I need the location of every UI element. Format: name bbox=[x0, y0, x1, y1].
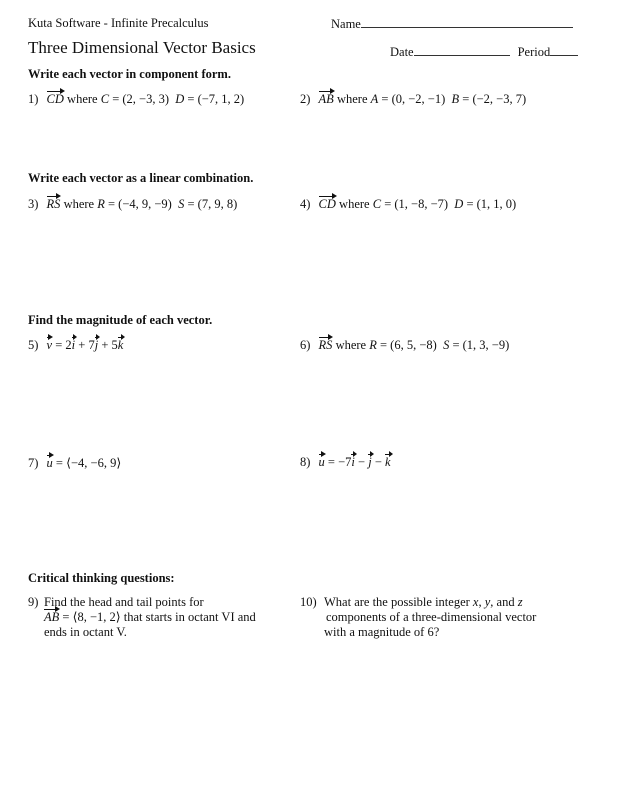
var-y: y bbox=[484, 595, 491, 609]
expr-part: − bbox=[371, 455, 385, 469]
problem-3 bbox=[28, 197, 237, 212]
unit-vector-j: j bbox=[94, 338, 99, 352]
point-value: = (2, −3, 3) bbox=[112, 92, 169, 106]
vector-symbol: u bbox=[318, 455, 325, 469]
where-text: where bbox=[336, 92, 368, 106]
point-value: = (−7, 1, 2) bbox=[187, 92, 245, 106]
problem-6 bbox=[300, 338, 509, 353]
point-value: = (1, −8, −7) bbox=[384, 197, 449, 211]
problem-10-line-3: with a magnitude of 6? bbox=[324, 625, 440, 639]
point-name: D bbox=[454, 197, 464, 211]
period-blank-line[interactable] bbox=[550, 44, 578, 56]
problem-10-line-1: What are the possible integer x, y, and z bbox=[324, 595, 523, 609]
date-label: Date bbox=[390, 45, 414, 59]
unit-vector-j: j bbox=[368, 455, 372, 469]
vector-symbol: RS bbox=[318, 338, 333, 352]
vector-value: = ⟨8, −1, 2⟩ that starts in octant VI and bbox=[62, 610, 256, 624]
section-heading-linear-combination: Write each vector as a linear combination. bbox=[28, 171, 254, 185]
vector-symbol: AB bbox=[44, 610, 60, 624]
where-text: where bbox=[339, 197, 370, 211]
unit-vector-k: k bbox=[385, 455, 391, 469]
problem-number: 9) bbox=[28, 595, 39, 609]
name-field[interactable] bbox=[331, 16, 573, 32]
text: What are the possible integer bbox=[324, 595, 470, 609]
section-heading-magnitude: Find the magnitude of each vector. bbox=[28, 313, 213, 327]
problem-10 bbox=[300, 595, 560, 640]
and-text: and bbox=[496, 595, 515, 609]
problem-number: 6) bbox=[300, 338, 311, 352]
point-value: = (7, 9, 8) bbox=[187, 197, 238, 211]
expr-text: = ⟨−4, −6, 9⟩ bbox=[55, 456, 122, 470]
point-value: = (1, 3, −9) bbox=[452, 338, 510, 352]
point-value: = (−2, −3, 7) bbox=[462, 92, 527, 106]
problem-number: 3) bbox=[28, 197, 39, 211]
problem-number: 10) bbox=[300, 595, 317, 609]
point-name: S bbox=[178, 197, 185, 211]
point-value: = (6, 5, −8) bbox=[380, 338, 437, 352]
problem-number: 5) bbox=[28, 338, 39, 352]
where-text: where bbox=[67, 92, 98, 106]
vector-symbol: u bbox=[46, 456, 53, 470]
problem-number: 2) bbox=[300, 92, 311, 106]
point-name: R bbox=[369, 338, 377, 352]
date-blank-line[interactable] bbox=[414, 44, 510, 56]
var-x: x bbox=[472, 595, 479, 609]
problem-9-line-3: ends in octant V. bbox=[44, 625, 127, 639]
point-name: D bbox=[175, 92, 185, 106]
problem-number: 4) bbox=[300, 197, 311, 211]
problem-9-line-1: Find the head and tail points for bbox=[44, 595, 204, 609]
name-blank-line[interactable] bbox=[361, 16, 573, 28]
vector-symbol: CD bbox=[318, 197, 336, 211]
point-name: C bbox=[100, 92, 110, 106]
var-z: z bbox=[517, 595, 523, 609]
vector-symbol: AB bbox=[318, 92, 334, 106]
expr-part: + 7 bbox=[75, 338, 95, 352]
problem-8 bbox=[300, 455, 391, 470]
problem-number: 7) bbox=[28, 456, 39, 470]
problem-10-line-2: components of a three-dimensional vector bbox=[326, 610, 537, 624]
problem-number: 1) bbox=[28, 92, 39, 106]
section-heading-critical-thinking: Critical thinking questions: bbox=[28, 571, 175, 585]
expr-part: + 5 bbox=[98, 338, 118, 352]
point-name: A bbox=[370, 92, 379, 106]
point-value: = (−4, 9, −9) bbox=[108, 197, 172, 211]
problem-2 bbox=[300, 92, 526, 107]
where-text: where bbox=[335, 338, 367, 352]
point-name: S bbox=[443, 338, 450, 352]
unit-vector-k: k bbox=[117, 338, 124, 352]
point-name: B bbox=[451, 92, 460, 106]
where-text: where bbox=[63, 197, 95, 211]
problem-5 bbox=[28, 338, 123, 353]
problem-7 bbox=[28, 455, 121, 471]
point-name: C bbox=[372, 197, 382, 211]
problem-1 bbox=[28, 92, 244, 107]
vector-symbol: v bbox=[46, 338, 53, 352]
worksheet-title: Three Dimensional Vector Basics bbox=[28, 38, 256, 57]
problem-4 bbox=[300, 197, 516, 212]
unit-vector-i: i bbox=[351, 455, 355, 469]
expr-part: = 2 bbox=[55, 338, 72, 352]
point-value: = (0, −2, −1) bbox=[381, 92, 446, 106]
point-value: = (1, 1, 0) bbox=[466, 197, 517, 211]
vector-symbol: CD bbox=[46, 92, 64, 106]
date-period-field bbox=[390, 44, 578, 60]
expr-part: − bbox=[354, 455, 369, 469]
point-name: R bbox=[97, 197, 105, 211]
section-heading-component-form: Write each vector in component form. bbox=[28, 67, 231, 81]
name-label: Name bbox=[331, 17, 361, 31]
problem-number: 8) bbox=[300, 455, 311, 469]
period-label: Period bbox=[517, 45, 551, 59]
unit-vector-i: i bbox=[71, 338, 76, 352]
vector-symbol: RS bbox=[46, 197, 61, 211]
problem-9-line-2 bbox=[28, 610, 278, 625]
problem-9 bbox=[28, 595, 278, 640]
expr-part: = −7 bbox=[327, 455, 352, 469]
publisher-text: Kuta Software - Infinite Precalculus bbox=[28, 16, 209, 30]
